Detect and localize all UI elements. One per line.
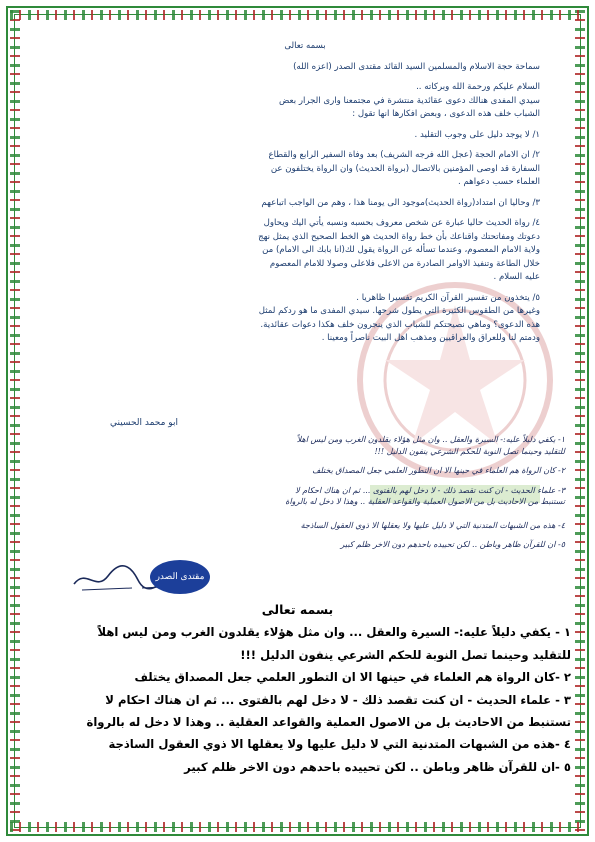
typed-line: للتقليد وحينما تصل النوبة للحكم الشرعي ينفون الدليل !!! — [240, 647, 571, 662]
letter-point-5: هذه الدعوى؟ وماهي نصيحتكم للشباب الذي ينجرون خلف هكذا دعوات عقائدية. — [260, 319, 540, 330]
left-ornament — [10, 10, 20, 832]
letter-point-2: ٢/ ان الامام الحجة (عجل الله فرجه الشريف) بعد وفاة السفير الرابع والقطاع — [268, 150, 540, 160]
typed-line: ٥ -ان للقرآن ظاهر وباطن .. لكن تحييده باحدهم دون الاخر ظلم كبير — [184, 759, 571, 774]
letter-point-2: السفارة قد اوصى المؤمنين بالاتصال (برواة الحديث) وان الرواة يختلفون عن — [270, 163, 540, 174]
letter-point-4: ولاية الامام المعصوم، وعندما تسأله عن الرواة يقول لك(انا بابك الى الامام) من — [262, 245, 540, 255]
handwritten-line: ١- يكفي دليلاً عليه:- السيرة والعقل .. وان مثل هؤلاء يقلدون الغرب ومن ليس اهلاً — [296, 435, 565, 444]
letter-point-4: خلال الطاعة وتنفيذ الاوامر الصادرة من الاعلى فلاعلى وصولا للامام المعصوم — [269, 258, 540, 269]
handwritten-line: ٣- علماء الحديث - ان كنت تقصد ذلك - لا دخل لهم بالفتوى ... ثم ان هناك احكام لا — [295, 485, 565, 495]
letter-intro-line: سيدي المفدى هنالك دعوى عقائدية منتشرة في مجتمعنا وارى الجرار بعض — [279, 95, 540, 106]
typed-line: ١ - يكفي دليلاً عليه:- السيرة والعقل ... وان مثل هؤلاء يقلدون الغرب ومن ليس اهلاً — [97, 625, 571, 640]
letter-point-4: دعوتك ومفاتحتك واقناعك بأن خط رواة الحديث هو الخط الصحيح الذي يمثل نهج — [258, 231, 540, 242]
letter-point-4: ٤/ رواة الحديث حاليا عبارة عن شخص معروف بحسبه ونسبه يأتي اليك ويحاول — [263, 218, 540, 228]
letter-point-3: ٣/ وحاليا ان امتداد(رواة الحديث)موجود الى يومنا هذا ، وهم من الواجب اتباعهم — [261, 197, 540, 208]
top-ornament — [10, 10, 585, 20]
handwritten-line: للتقليد وحينما تصل النوبة للحكم الشرعي ينفون الدليل !!! — [374, 446, 565, 456]
stamp-text: مقتدى الصدر — [155, 572, 205, 582]
official-stamp — [150, 560, 210, 594]
handwritten-line: ٤- هذه من الشبهات المتدنية التي لا دليل عليها ولا يعقلها الا ذوي العقول الساذجة — [300, 520, 565, 530]
letter-header: بسمه تعالى — [284, 41, 326, 51]
bottom-ornament — [10, 822, 585, 832]
typed-line: ٣ - علماء الحديث - ان كنت تقصد ذلك - لا دخل لهم بالفتوى ... ثم ان هناك احكام لا — [105, 692, 571, 707]
typed-title: بسمه تعالى — [261, 602, 334, 617]
request-letter — [70, 40, 540, 346]
handwritten-line: ٥- ان للقرآن ظاهر وباطن .. لكن تحييده باحدهم دون الاخر ظلم كبير — [340, 540, 565, 549]
typed-line: ٤ -هذه من الشبهات المتدنية التي لا دليل عليها ولا يعقلها الا ذوي العقول الساذجة — [108, 737, 571, 752]
handwritten-line: تستنبط من الاحاديث بل من الاصول العملية والقواعد العقلية .. وهذا لا دخل له بالرواة — [285, 497, 565, 506]
handwritten-reply — [30, 434, 565, 551]
letter-point-5: ٥/ يتخذون من تفسير القرآن الكريم تفسيرا ظاهريا . — [356, 292, 540, 303]
letter-signature: ابو محمد الحسيني — [110, 418, 178, 428]
handwritten-line: ٢- كان الرواة هم العلماء في حينها الا ان التطور العلمي جعل المصداق يختلف — [312, 466, 565, 475]
typed-line: ٢ -كان الرواة هم العلماء في حينها الا ان التطور العلمي جعل المصداق يختلف — [134, 670, 571, 685]
letter-point-5: وغيرها من الطقوس الكثيرة التي يطول شرحها. سيدي المفدى ما هو ردكم لمثل — [258, 306, 540, 316]
typed-line: تستنبط من الاحاديث بل من الاصول العملية والقواعد العقلية .. وهذا لا دخل له بالرواة — [86, 715, 571, 730]
letter-point-1: ١/ لا يوجد دليل على وجوب التقليد . — [414, 129, 540, 140]
letter-point-5: ودمتم لنا وللعراق والعراقيين ومذهب اهل البيت ناصراً ومعينا . — [321, 333, 540, 343]
letter-address: سماحة حجة الاسلام والمسلمين السيد القائد مقتدى الصدر (اعزه الله) — [293, 61, 540, 72]
letter-intro-line: الشباب خلف هذه الدعوى ، وبعض افكارها انها تقول : — [352, 109, 540, 119]
typed-reply — [24, 599, 571, 778]
letter-point-4: عليه السلام . — [493, 272, 540, 282]
letter-point-2: العلماء حسب دعواهم . — [457, 177, 540, 187]
letter-greeting: السلام عليكم ورحمة الله وبركاته .. — [416, 82, 540, 92]
